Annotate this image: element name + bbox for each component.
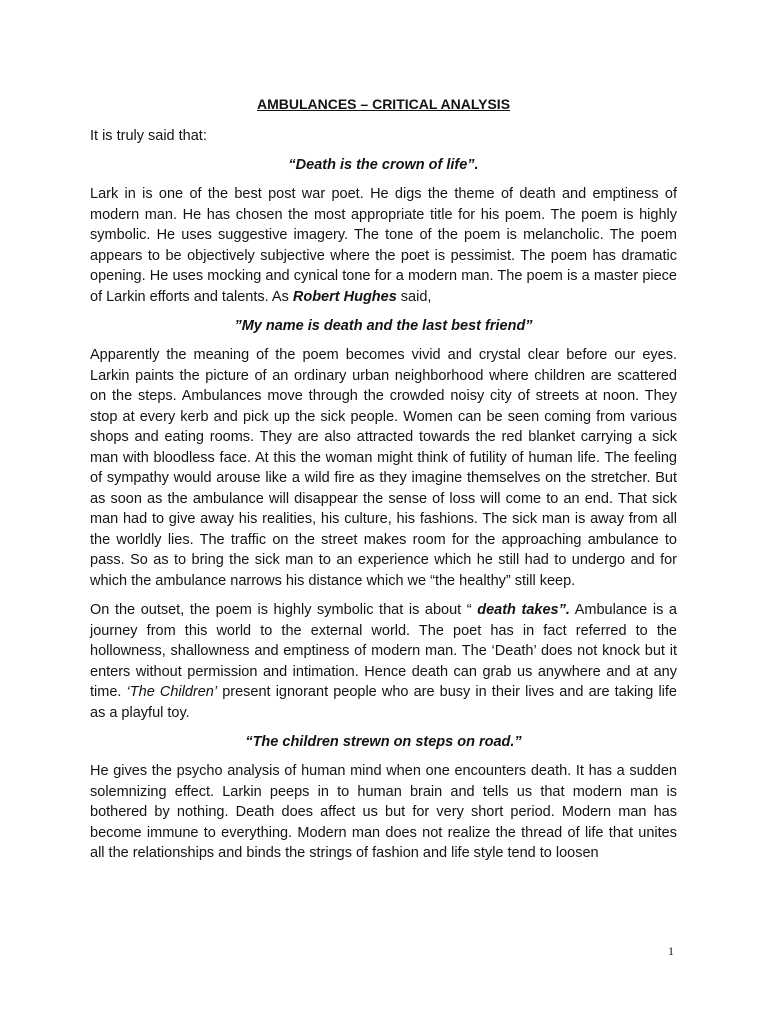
- paragraph-3-middle: Ambulance is a journey from this world to the external world. The poet has in fact referred to the hollowness, shallowness and emptiness of modern man. The ‘Death’ does not knock but it enters without permission and intimation. Hence death can grab us anywhere and at any time.: [90, 602, 677, 700]
- paragraph-3-tail: present ignorant people who are busy in their lives and are taking life as a playful toy.: [90, 684, 677, 721]
- document-title: AMBULANCES – CRITICAL ANALYSIS: [256, 96, 511, 112]
- quote-children-strewn: “The children strewn on steps on road.”: [245, 734, 522, 750]
- paragraph-3: [90, 600, 677, 723]
- intro-line: It is truly said that:: [90, 128, 207, 144]
- quote-last-best-friend: ”My name is death and the last best friend”: [234, 318, 533, 334]
- paragraph-2: Apparently the meaning of the poem becomes vivid and crystal clear before our eyes. Larkin paints the picture of an ordinary urban neighborhood where children are scattered on the steps. Ambulances move through the crowded noisy city of streets at noon. They stop at every kerb and pick up the sick people. Women can be seen coming from various shops and eating rooms. They are also attracted towards the red blanket carrying a sick man with bloodless face. At this the woman might think of futility of human life. The feeling of sympathy would arouse like a wild fire as they imagine themselves on the stretcher. But as soon as the ambulance will disappear the sense of loss will come to an end. That sick man had to give away his realities, his culture, his fashions. The sick man is away from all the worldly lies. The traffic on the street makes room for the approaching ambulance to pass. So as to bring the sick man to an experience which he still had to undergo and for which the ambulance narrows his distance which we “the healthy” still keep.: [90, 347, 677, 589]
- document-page: [90, 96, 677, 873]
- paragraph-4: He gives the psycho analysis of human mind when one encounters death. It has a sudden solemnizing effect. Larkin peeps in to human brain and tells us that modern man is bothered by nothing. Death does affect us but for very short period. Modern man has become immune to everything. Modern man does not realize the thread of life that unites all the relationships and binds the strings of fashion and life style tend to loosen: [90, 763, 677, 861]
- author-name-robert-hughes: Robert Hughes: [292, 288, 397, 305]
- emphasis-death-takes: death takes”.: [471, 602, 570, 618]
- paragraph-1-tail: said,: [396, 288, 432, 305]
- paragraph-1: [90, 184, 677, 307]
- italic-the-children: ‘The Children’: [126, 684, 218, 700]
- page-number: 1: [668, 944, 674, 958]
- paragraph-3-lead: On the outset, the poem is highly symbolic that is about “: [90, 602, 472, 618]
- quote-death-crown: “Death is the crown of life”.: [288, 157, 479, 173]
- paragraph-1-text: Lark in is one of the best post war poet. He digs the theme of death and emptiness of modern man. He has chosen the most appropriate title for his poem. The poem is highly symbolic. He uses suggestive imagery. The tone of the poem is melancholic. The poem appears to be objectively subjective where the poet is pessimist. The poem has dramatic opening. He uses mocking and cynical tone for a modern man. The poem is a master piece of Larkin efforts and talents. As: [90, 186, 677, 305]
